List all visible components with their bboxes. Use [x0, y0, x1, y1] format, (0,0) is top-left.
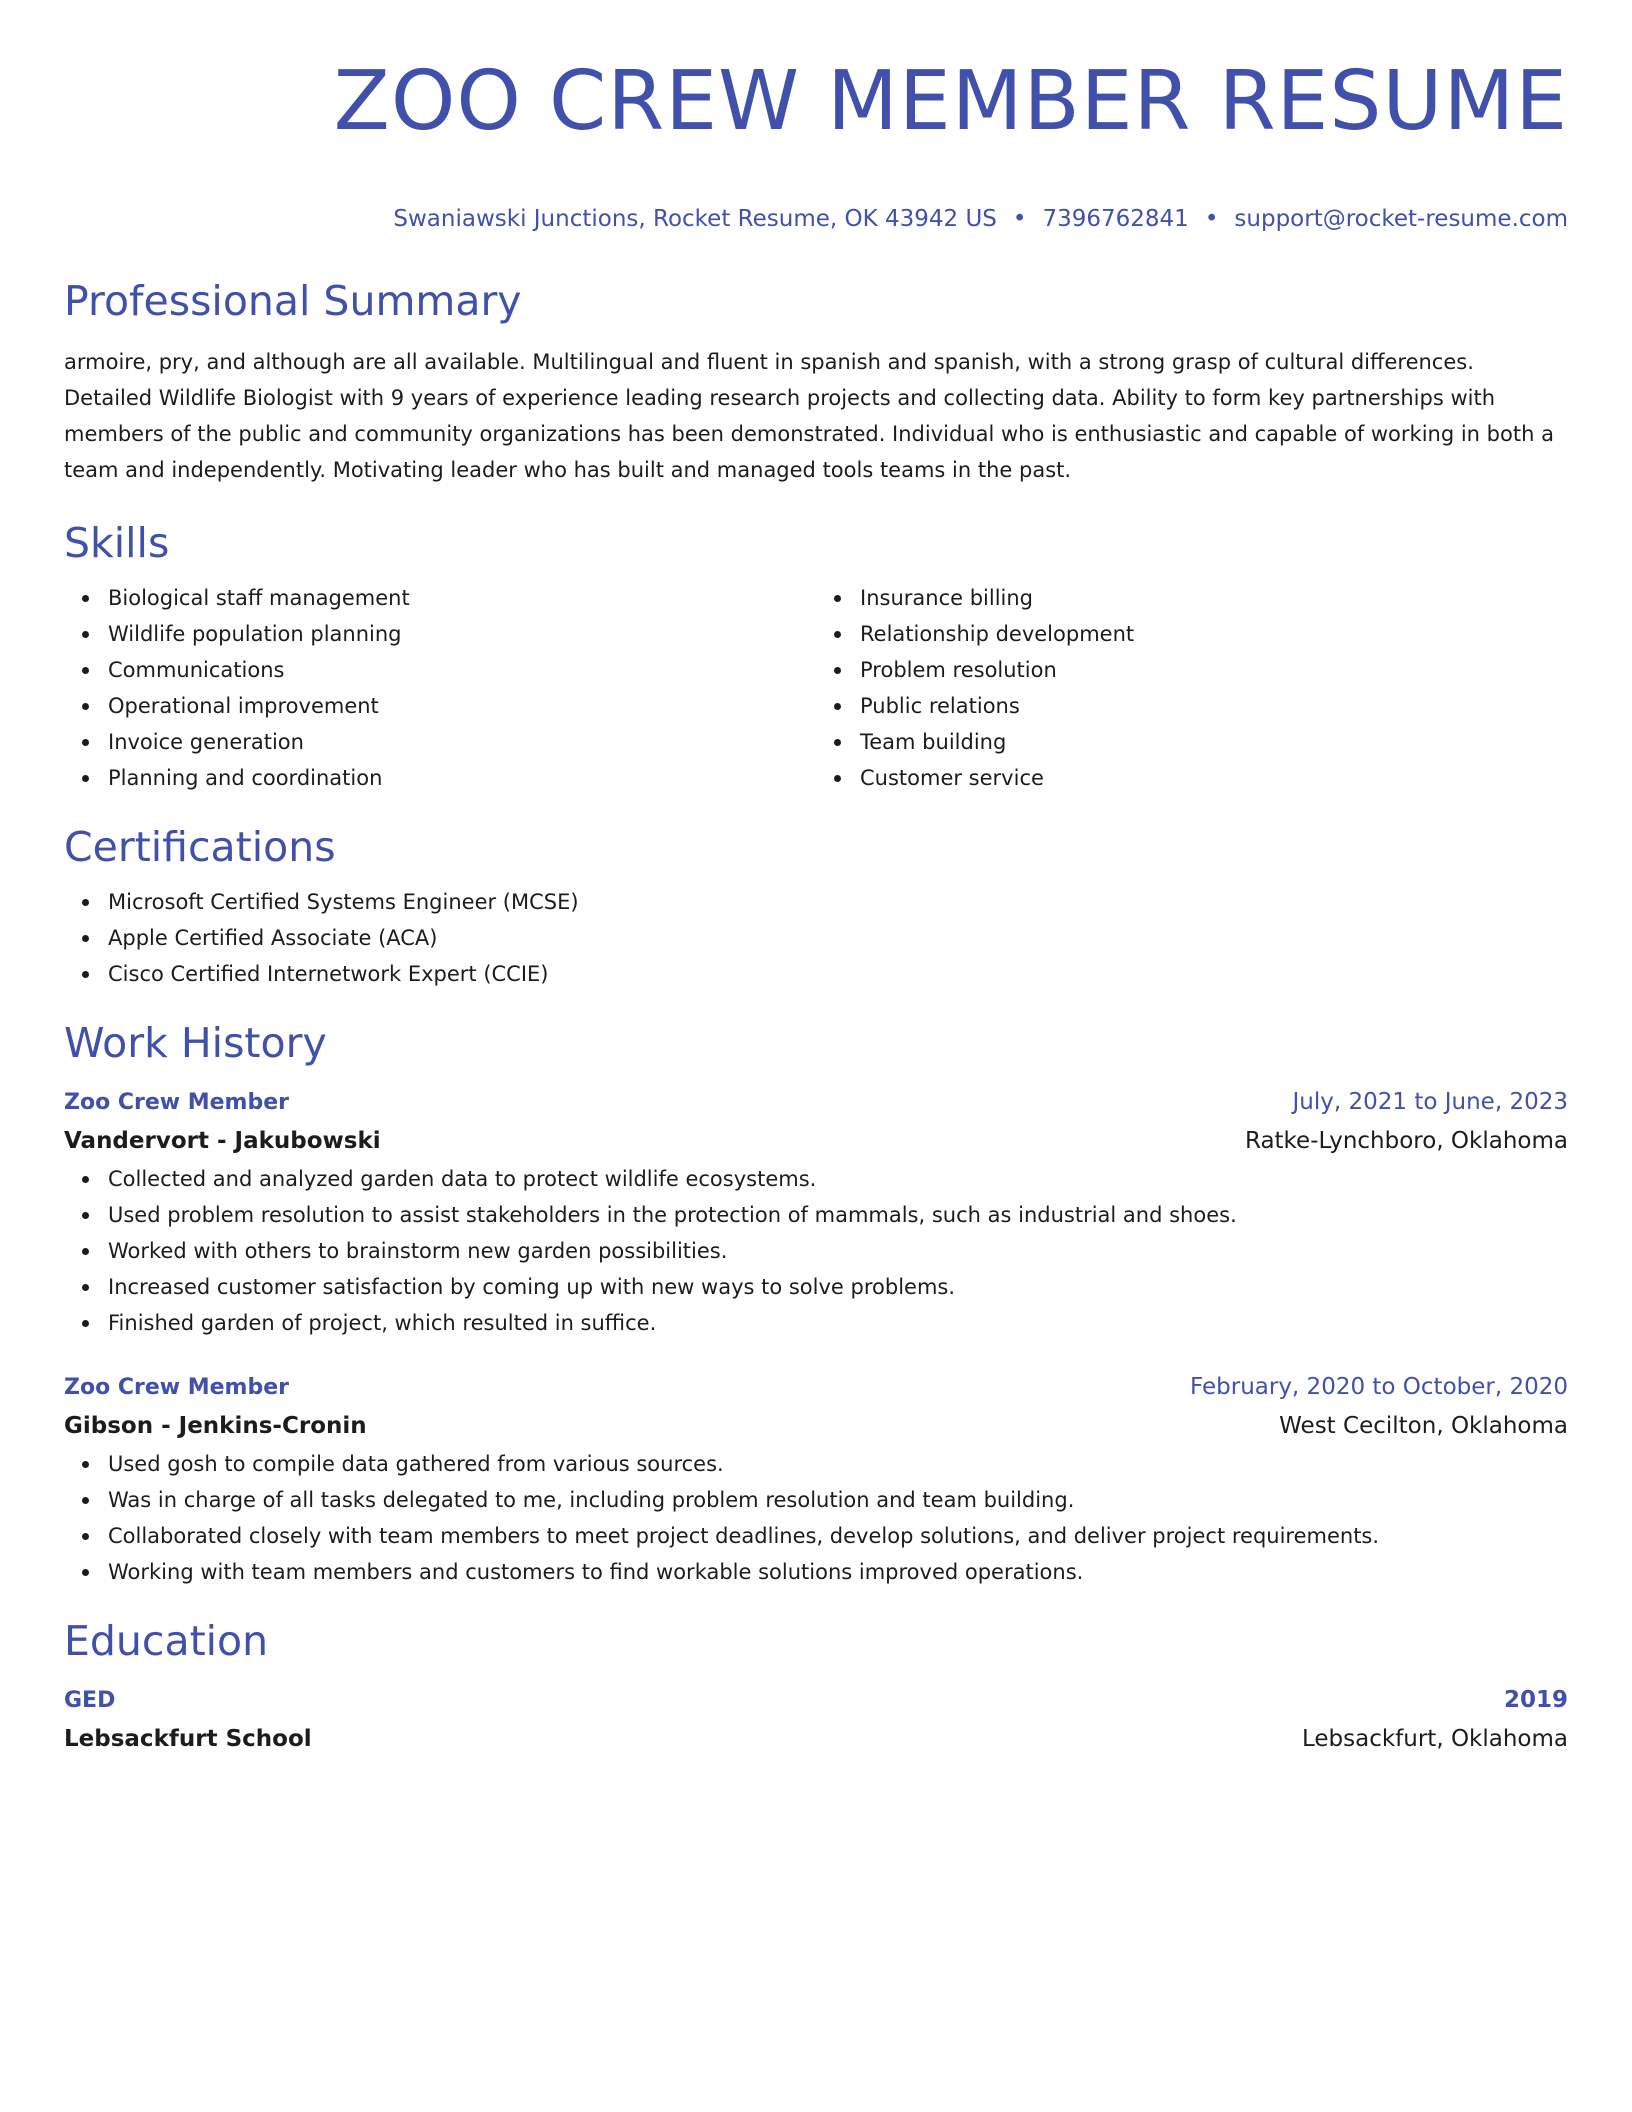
job-location: Ratke-Lynchboro, Oklahoma: [1244, 1128, 1568, 1154]
education-location: Lebsackfurt, Oklahoma: [1301, 1726, 1568, 1752]
work-history-section: [64, 1016, 1568, 1590]
skill-item: Customer service: [816, 760, 1568, 796]
contact-email[interactable]: support@rocket-resume.com: [1234, 206, 1568, 232]
contact-phone: 7396762841: [1042, 206, 1189, 232]
job-bullets: [64, 1161, 1568, 1341]
education-section: [64, 1614, 1568, 1759]
job-bullet: Used gosh to compile data gathered from various sources.: [64, 1446, 1568, 1482]
job-bullet: Used problem resolution to assist stakeholders in the protection of mammals, such as industrial and shoes.: [64, 1197, 1568, 1233]
skill-item: Team building: [816, 724, 1568, 760]
work-history-heading: Work History: [64, 1019, 327, 1067]
skills-columns: [64, 580, 1568, 796]
job-bullet: Increased customer satisfaction by coming up with new ways to solve problems.: [64, 1269, 1568, 1305]
job-title-row: [64, 1084, 1568, 1121]
resume-header: [64, 0, 1568, 234]
job-title: Zoo Crew Member: [64, 1090, 289, 1115]
job-entry: [64, 1084, 1568, 1341]
certifications-list: [64, 884, 1568, 992]
job-entry: [64, 1369, 1568, 1590]
summary-text: armoire, pry, and although are all available. Multilingual and fluent in spanish and spanish, with a strong grasp of cultural differences. Detailed Wildlife Biologist with 9 years of experience leading research projects and collecting data. Ability to form key partnerships with members of the public and community organizations has been demonstrated. Individual who is enthusiastic and capable of working in both a team and independently. Motivating leader who has built and managed tools teams in the past.: [64, 350, 1554, 482]
job-dates: February, 2020 to October, 2020: [1190, 1374, 1568, 1400]
skill-item: Public relations: [816, 688, 1568, 724]
job-bullet: Finished garden of project, which resulted in suffice.: [64, 1305, 1568, 1341]
skills-list-left: [64, 580, 816, 796]
skill-item: Biological staff management: [64, 580, 816, 616]
skills-section: [64, 516, 1568, 796]
skill-item: Operational improvement: [64, 688, 816, 724]
education-school-row: [64, 1719, 1568, 1759]
job-employer-row: [64, 1121, 1568, 1161]
job-employer: Vandervort - Jakubowski: [64, 1128, 381, 1154]
skill-item: Relationship development: [816, 616, 1568, 652]
job-employer: Gibson - Jenkins-Cronin: [64, 1413, 367, 1439]
job-bullet: Working with team members and customers to find workable solutions improved operations.: [64, 1554, 1568, 1590]
skills-left-column: [64, 580, 816, 796]
education-heading: Education: [64, 1617, 269, 1665]
summary-heading: Professional Summary: [64, 277, 522, 325]
job-bullets: [64, 1446, 1568, 1590]
contact-address: Swaniawski Junctions, Rocket Resume, OK 43942 US: [393, 206, 997, 232]
job-location: West Cecilton, Oklahoma: [1279, 1413, 1568, 1439]
contact-separator: •: [1204, 206, 1219, 232]
skills-heading: Skills: [64, 519, 170, 567]
skill-item: Invoice generation: [64, 724, 816, 760]
education-school: Lebsackfurt School: [64, 1726, 312, 1752]
skill-item: Problem resolution: [816, 652, 1568, 688]
job-employer-row: [64, 1406, 1568, 1446]
skill-item: Insurance billing: [816, 580, 1568, 616]
certification-item: Apple Certified Associate (ACA): [64, 920, 1568, 956]
education-degree: GED: [64, 1688, 116, 1713]
certification-item: Microsoft Certified Systems Engineer (MCSE): [64, 884, 1568, 920]
skill-item: Communications: [64, 652, 816, 688]
job-title-row: [64, 1369, 1568, 1406]
contact-separator: •: [1012, 206, 1027, 232]
skill-item: Planning and coordination: [64, 760, 816, 796]
skills-list-right: [816, 580, 1568, 796]
job-bullet: Collaborated closely with team members to meet project deadlines, develop solutions, and deliver project requirements.: [64, 1518, 1568, 1554]
education-year: 2019: [1503, 1687, 1568, 1713]
job-bullet: Was in charge of all tasks delegated to me, including problem resolution and team building.: [64, 1482, 1568, 1518]
certifications-heading: Certifications: [64, 823, 336, 871]
resume-title: ZOO CREW MEMBER RESUME: [333, 54, 1568, 149]
certification-item: Cisco Certified Internetwork Expert (CCIE): [64, 956, 1568, 992]
contact-line: [64, 204, 1568, 234]
education-entry: [64, 1682, 1568, 1759]
education-degree-row: [64, 1682, 1568, 1719]
job-bullet: Worked with others to brainstorm new garden possibilities.: [64, 1233, 1568, 1269]
job-title: Zoo Crew Member: [64, 1375, 289, 1400]
certifications-section: [64, 820, 1568, 992]
summary-section: [64, 274, 1568, 488]
job-bullet: Collected and analyzed garden data to protect wildlife ecosystems.: [64, 1161, 1568, 1197]
job-dates: July, 2021 to June, 2023: [1292, 1089, 1568, 1115]
skills-right-column: [816, 580, 1568, 796]
skill-item: Wildlife population planning: [64, 616, 816, 652]
